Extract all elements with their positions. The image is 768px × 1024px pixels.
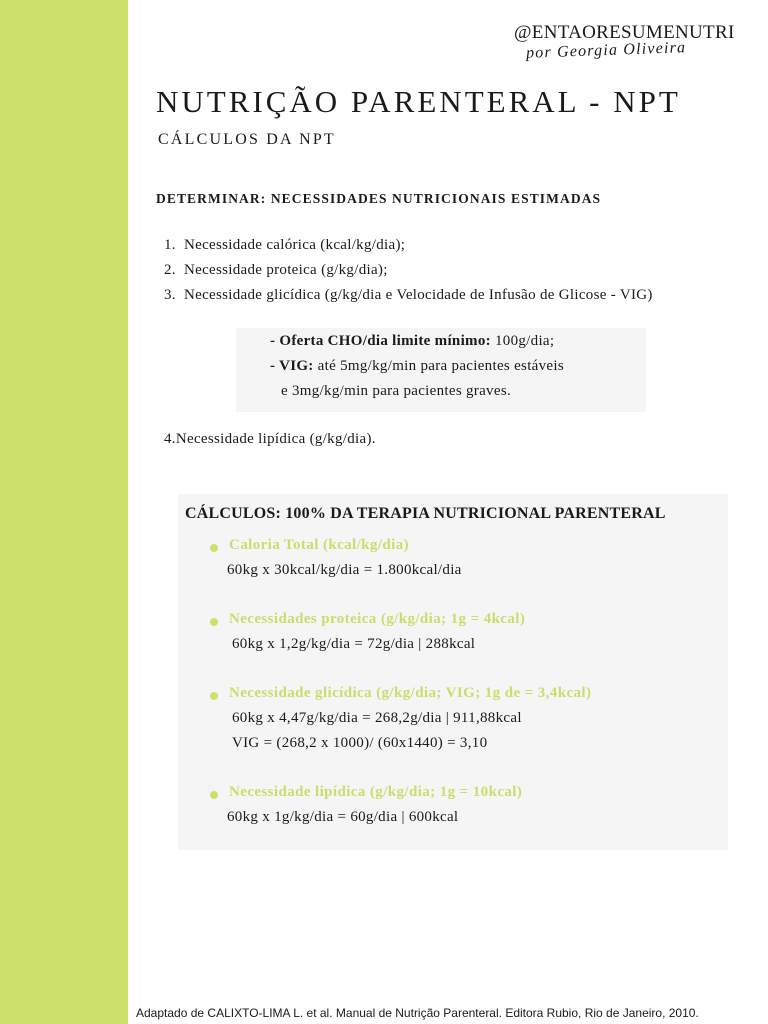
bullet-icon <box>210 618 218 626</box>
list-item-number: 3. <box>164 287 176 303</box>
note-label-vig: - VIG: <box>270 358 314 374</box>
bullet-icon <box>210 544 218 552</box>
section-heading-calculations: CÁLCULOS: 100% DA TERAPIA NUTRICIONAL PARENTERAL <box>185 505 666 522</box>
author-signature: por Georgia Oliveira <box>525 39 687 62</box>
calc-line: 60kg x 30kcal/kg/dia = 1.800kcal/dia <box>227 562 462 578</box>
list-item <box>164 258 724 283</box>
footer-citation: Adaptado de CALIXTO-LIMA L. et al. Manual de Nutrição Parenteral. Editora Rubio, Rio de Janeiro, 2010. <box>136 1006 699 1020</box>
needs-list <box>164 233 724 308</box>
note-line-vig <box>270 358 564 375</box>
calc-line: 60kg x 1g/kg/dia = 60g/dia | 600kcal <box>227 809 459 825</box>
calc-line: VIG = (268,2 x 1000)/ (60x1440) = 3,10 <box>232 735 488 751</box>
calc-label-glucose: Necessidade glicídica (g/kg/dia; VIG; 1g de = 3,4kcal) <box>229 685 592 701</box>
note-label-cho: - Oferta CHO/dia limite mínimo: <box>270 333 491 349</box>
bullet-icon <box>210 791 218 799</box>
list-item-number: 1. <box>164 237 176 253</box>
list-item-text: Necessidade glicídica (g/kg/dia e Velocidade de Infusão de Glicose - VIG) <box>184 287 653 303</box>
calc-line: 60kg x 1,2g/kg/dia = 72g/dia | 288kcal <box>232 636 476 652</box>
bullet-icon <box>210 692 218 700</box>
page-subtitle: CÁLCULOS DA NPT <box>158 131 336 148</box>
sidebar-accent-bar <box>0 0 128 1024</box>
list-item-4: 4.Necessidade lipídica (g/kg/dia). <box>164 431 376 447</box>
list-item <box>164 233 724 258</box>
calc-label-lipid: Necessidade lipídica (g/kg/dia; 1g = 10kcal) <box>229 784 523 800</box>
calc-label-protein: Necessidades proteica (g/kg/dia; 1g = 4kcal) <box>229 611 526 627</box>
note-line-graves: e 3mg/kg/min para pacientes graves. <box>281 383 512 399</box>
note-value-cho: 100g/dia; <box>490 333 555 349</box>
note-value-vig: até 5mg/kg/min para pacientes estáveis <box>313 358 564 374</box>
section-heading-determine: DETERMINAR: NECESSIDADES NUTRICIONAIS ESTIMADAS <box>156 191 602 206</box>
list-item-number: 2. <box>164 262 176 278</box>
list-item-text: Necessidade proteica (g/kg/dia); <box>184 262 388 278</box>
list-item <box>164 283 724 308</box>
calc-label-calories: Caloria Total (kcal/kg/dia) <box>229 537 409 553</box>
instagram-handle: @ENTAORESUMENUTRI <box>514 22 735 43</box>
page-title: NUTRIÇÃO PARENTERAL - NPT <box>156 84 681 119</box>
calc-line: 60kg x 4,47g/kg/dia = 268,2g/dia | 911,88kcal <box>232 710 522 726</box>
note-line-cho <box>270 333 554 350</box>
list-item-text: Necessidade calórica (kcal/kg/dia); <box>184 237 406 253</box>
